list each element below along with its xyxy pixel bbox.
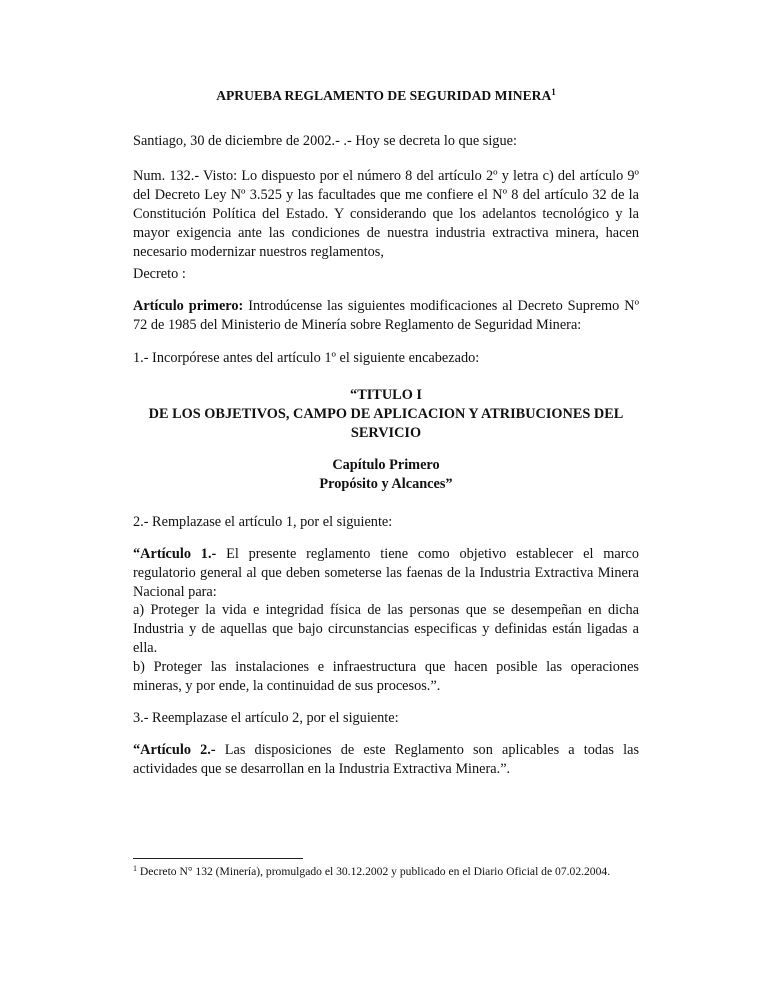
articulo-primero-label: Artículo primero:: [133, 298, 244, 314]
item-2: 2.- Remplazase el artículo 1, por el siguiente:: [133, 514, 393, 530]
heading-servicio: SERVICIO: [350, 425, 422, 441]
capitulo-heading: [133, 456, 639, 494]
item-1: 1.- Incorpórese antes del artículo 1º el siguiente encabezado:: [133, 350, 480, 366]
heading-objetivos: DE LOS OBJETIVOS, CAMPO DE APLICACION Y ATRIBUCIONES DEL: [148, 406, 624, 422]
titulo-heading: [133, 386, 639, 443]
decreto-label: Decreto :: [133, 266, 186, 282]
heading-titulo: “TITULO I: [350, 387, 422, 403]
heading-proposito: Propósito y Alcances”: [319, 476, 453, 492]
articulo-2-label: “Artículo 2.-: [133, 742, 216, 758]
articulo-primero-paragraph: Artículo primero: Introdúcense las siguientes modificaciones al Decreto Supremo Nº 72 de 1985 del Ministerio de Minería sobre Reglamento de Seguridad Minera:: [133, 298, 640, 333]
visto-paragraph: Num. 132.- Visto: Lo dispuesto por el número 8 del artículo 2º y letra c) del artículo 9º del Decreto Ley Nº 3.525 y las facultades que me confiere el Nº 8 del artículo 32 de la Constitución Política del Estado. Y considerando que los adelantos tecnológico y la mayor exigencia ante las condiciones de nuestra industria extractiva minera, hacen necesario modernizar nuestros reglamentos,: [133, 168, 639, 260]
articulo-1-label: “Artículo 1.-: [133, 546, 217, 562]
footnote: [133, 864, 653, 879]
footnote-divider: [133, 858, 303, 859]
item-3: 3.- Reemplazase el artículo 2, por el siguiente:: [133, 710, 399, 726]
point-a: a) Proteger la vida e integridad física de las personas que se desempeñan en dicha Industria y de aquellas que bajo circunstancias especificas y definidas están ligadas a ella.: [133, 602, 639, 656]
point-b: b) Proteger las instalaciones e infraestructura que hacen posible las operaciones mineras, y por ende, la continuidad de sus procesos.”.: [133, 659, 639, 694]
title-footnote-ref: 1: [551, 87, 556, 97]
footnote-number: 1: [133, 864, 137, 873]
footnote-text: Decreto N° 132 (Minería), promulgado el 30.12.2002 y publicado en el Diario Oficial de 07.02.2004.: [137, 865, 611, 878]
articulo-2-paragraph: “Artículo 2.- Las disposiciones de este Reglamento son aplicables a todas las actividades que se desarrollan en la Industria Extractiva Minera.”.: [133, 742, 640, 777]
document-title: APRUEBA REGLAMENTO DE SEGURIDAD MINERA$^1$: [216, 87, 556, 103]
date-line: Santiago, 30 de diciembre de 2002.- .- Hoy se decreta lo que sigue:: [133, 133, 517, 149]
articulo-1-paragraph: “Artículo 1.- El presente reglamento tiene como objetivo establecer el marco regulatorio general al que deben someterse las faenas de la Industria Extractiva Minera Nacional para:: [133, 546, 640, 600]
heading-capitulo: Capítulo Primero: [332, 457, 440, 473]
